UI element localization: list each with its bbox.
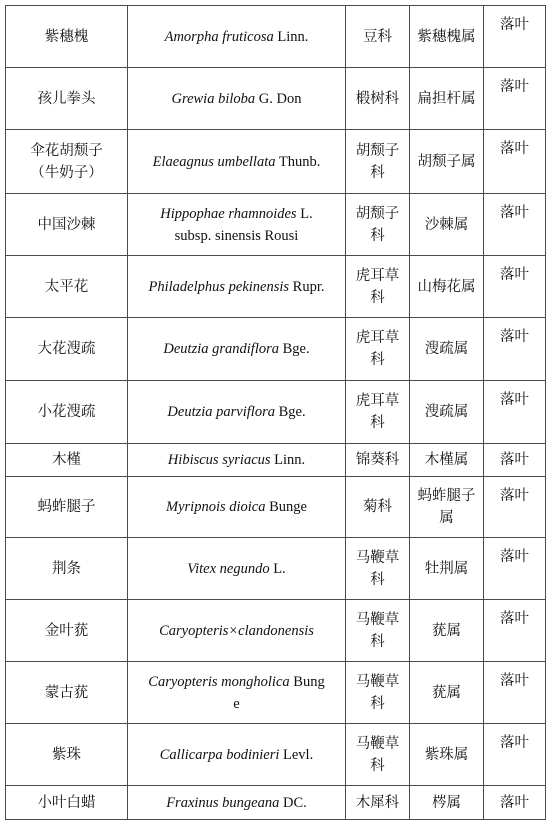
scientific-name-cell: Caryopteris×clandonensis (128, 600, 346, 662)
table-row (6, 68, 546, 130)
chinese-name-cell: 孩儿拳头 (6, 68, 128, 130)
chinese-name-cell: 木槿 (6, 444, 128, 477)
table-body (6, 6, 546, 820)
species-table (5, 5, 546, 820)
table-row (6, 724, 546, 786)
genus-cell: 扁担杆属 (410, 68, 484, 130)
genus-cell: 胡颓子属 (410, 130, 484, 194)
table-row (6, 600, 546, 662)
table-row (6, 318, 546, 381)
genus-cell: 牡荆属 (410, 538, 484, 600)
genus-cell: 山梅花属 (410, 256, 484, 318)
leaf-habit-cell: 落叶 (484, 6, 546, 68)
leaf-habit-cell: 落叶 (484, 256, 546, 318)
table-row (6, 256, 546, 318)
leaf-habit-cell: 落叶 (484, 724, 546, 786)
scientific-name-cell: Hibiscus syriacus Linn. (128, 444, 346, 477)
chinese-name-cell: 伞花胡颓子 （牛奶子） (6, 130, 128, 194)
genus-cell: 梣属 (410, 786, 484, 820)
chinese-name-cell: 紫珠 (6, 724, 128, 786)
chinese-name-cell: 荆条 (6, 538, 128, 600)
leaf-habit-cell: 落叶 (484, 786, 546, 820)
family-cell: 虎耳草科 (346, 381, 410, 444)
family-cell: 木犀科 (346, 786, 410, 820)
family-cell: 马鞭草科 (346, 600, 410, 662)
table-row (6, 662, 546, 724)
chinese-name-cell: 蒙古莸 (6, 662, 128, 724)
table-row (6, 477, 546, 538)
family-cell: 锦葵科 (346, 444, 410, 477)
family-cell: 椴树科 (346, 68, 410, 130)
scientific-name-cell: Elaeagnus umbellata Thunb. (128, 130, 346, 194)
scientific-name-cell: Philadelphus pekinensis Rupr. (128, 256, 346, 318)
scientific-name-cell: Deutzia grandiflora Bge. (128, 318, 346, 381)
table-row (6, 6, 546, 68)
family-cell: 虎耳草科 (346, 318, 410, 381)
scientific-name-cell: Callicarpa bodinieri Levl. (128, 724, 346, 786)
genus-cell: 沙棘属 (410, 194, 484, 256)
chinese-name-cell: 中国沙棘 (6, 194, 128, 256)
scientific-name-cell: Caryopteris mongholica Bung e (128, 662, 346, 724)
leaf-habit-cell: 落叶 (484, 662, 546, 724)
leaf-habit-cell: 落叶 (484, 381, 546, 444)
leaf-habit-cell: 落叶 (484, 318, 546, 381)
family-cell: 豆科 (346, 6, 410, 68)
table-row (6, 444, 546, 477)
table-row (6, 130, 546, 194)
genus-cell: 蚂蚱腿子属 (410, 477, 484, 538)
leaf-habit-cell: 落叶 (484, 130, 546, 194)
genus-cell: 莸属 (410, 662, 484, 724)
scientific-name-cell: Myripnois dioica Bunge (128, 477, 346, 538)
leaf-habit-cell: 落叶 (484, 68, 546, 130)
scientific-name-cell: Amorpha fruticosa Linn. (128, 6, 346, 68)
scientific-name-cell: Vitex negundo L. (128, 538, 346, 600)
table-row (6, 194, 546, 256)
genus-cell: 莸属 (410, 600, 484, 662)
chinese-name-cell: 小叶白蜡 (6, 786, 128, 820)
family-cell: 虎耳草科 (346, 256, 410, 318)
leaf-habit-cell: 落叶 (484, 194, 546, 256)
scientific-name-cell: Fraxinus bungeana DC. (128, 786, 346, 820)
chinese-name-cell: 蚂蚱腿子 (6, 477, 128, 538)
genus-cell: 溲疏属 (410, 318, 484, 381)
genus-cell: 紫穗槐属 (410, 6, 484, 68)
leaf-habit-cell: 落叶 (484, 600, 546, 662)
leaf-habit-cell: 落叶 (484, 477, 546, 538)
family-cell: 胡颓子科 (346, 130, 410, 194)
genus-cell: 紫珠属 (410, 724, 484, 786)
leaf-habit-cell: 落叶 (484, 444, 546, 477)
chinese-name-cell: 大花溲疏 (6, 318, 128, 381)
family-cell: 胡颓子科 (346, 194, 410, 256)
table-row (6, 538, 546, 600)
family-cell: 马鞭草科 (346, 538, 410, 600)
family-cell: 菊科 (346, 477, 410, 538)
table-row (6, 786, 546, 820)
chinese-name-cell: 金叶莸 (6, 600, 128, 662)
leaf-habit-cell: 落叶 (484, 538, 546, 600)
genus-cell: 溲疏属 (410, 381, 484, 444)
chinese-name-cell: 紫穗槐 (6, 6, 128, 68)
scientific-name-cell: Deutzia parviflora Bge. (128, 381, 346, 444)
genus-cell: 木槿属 (410, 444, 484, 477)
chinese-name-cell: 太平花 (6, 256, 128, 318)
table-row (6, 381, 546, 444)
chinese-name-cell: 小花溲疏 (6, 381, 128, 444)
scientific-name-cell: Hippophae rhamnoides L. subsp. sinensis Rousi (128, 194, 346, 256)
family-cell: 马鞭草科 (346, 662, 410, 724)
family-cell: 马鞭草科 (346, 724, 410, 786)
scientific-name-cell: Grewia biloba G. Don (128, 68, 346, 130)
